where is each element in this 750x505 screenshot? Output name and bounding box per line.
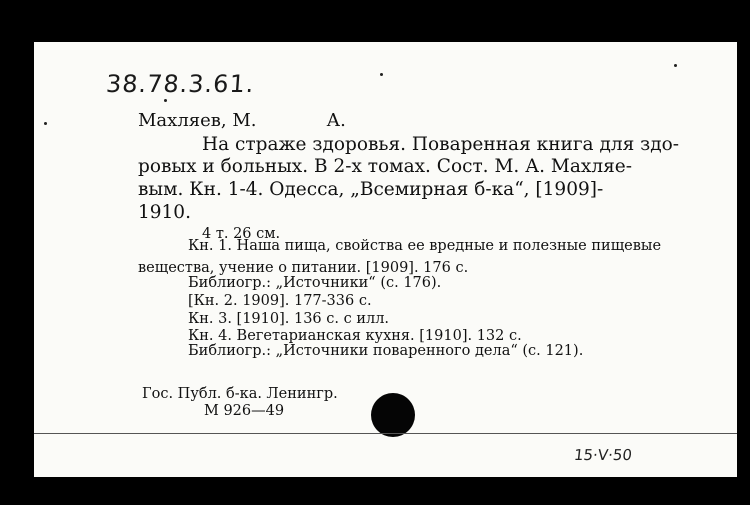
ink-speck [674, 64, 677, 67]
ink-speck [380, 73, 383, 76]
title-line-1: На страже здоровья. Поваренная книга для здо- [202, 134, 680, 155]
punch-hole [371, 393, 415, 437]
volume-4-note: Кн. 4. Вегетарианская кухня. [1910]. 132 с. [188, 328, 522, 344]
catalog-card [34, 42, 737, 477]
author-initial: А. [326, 110, 346, 131]
author-heading [138, 110, 346, 131]
volume-3-note: Кн. 3. [1910]. 136 с. с илл. [188, 311, 390, 327]
holding-library: Гос. Публ. б-ка. Ленингр. [142, 386, 338, 402]
ink-speck [164, 99, 167, 102]
title-line-2: ровых и больных. В 2-х томах. Сост. М. А. Махляе- [138, 156, 632, 177]
physical-description: 4 т. 26 см. [202, 226, 281, 242]
bibliography-note-1: Библиогр.: „Источники“ (с. 176). [188, 275, 442, 291]
title-line-4: 1910. [138, 202, 191, 223]
ink-speck [44, 122, 47, 125]
author-name: Махляев, М. [138, 110, 257, 131]
volume-1-note: Кн. 1. Наша пища, свойства ее вредные и полезные пищевые [188, 238, 662, 254]
card-divider [34, 433, 737, 434]
shelfmark: М 926—49 [204, 403, 285, 419]
title-line-3: вым. Кн. 1-4. Одесса, „Всемирная б-ка“, [1909]- [138, 179, 604, 200]
call-number: 38.78.3.61. [105, 70, 256, 98]
volume-2-note: [Кн. 2. 1909]. 177-336 с. [188, 293, 372, 309]
volume-1-note-cont: вещества, учение о питании. [1909]. 176 с. [138, 260, 469, 276]
bibliography-note-2: Библиогр.: „Источники поваренного дела“ (с. 121). [188, 343, 584, 359]
date-stamp: 15·V·50 [573, 446, 633, 464]
